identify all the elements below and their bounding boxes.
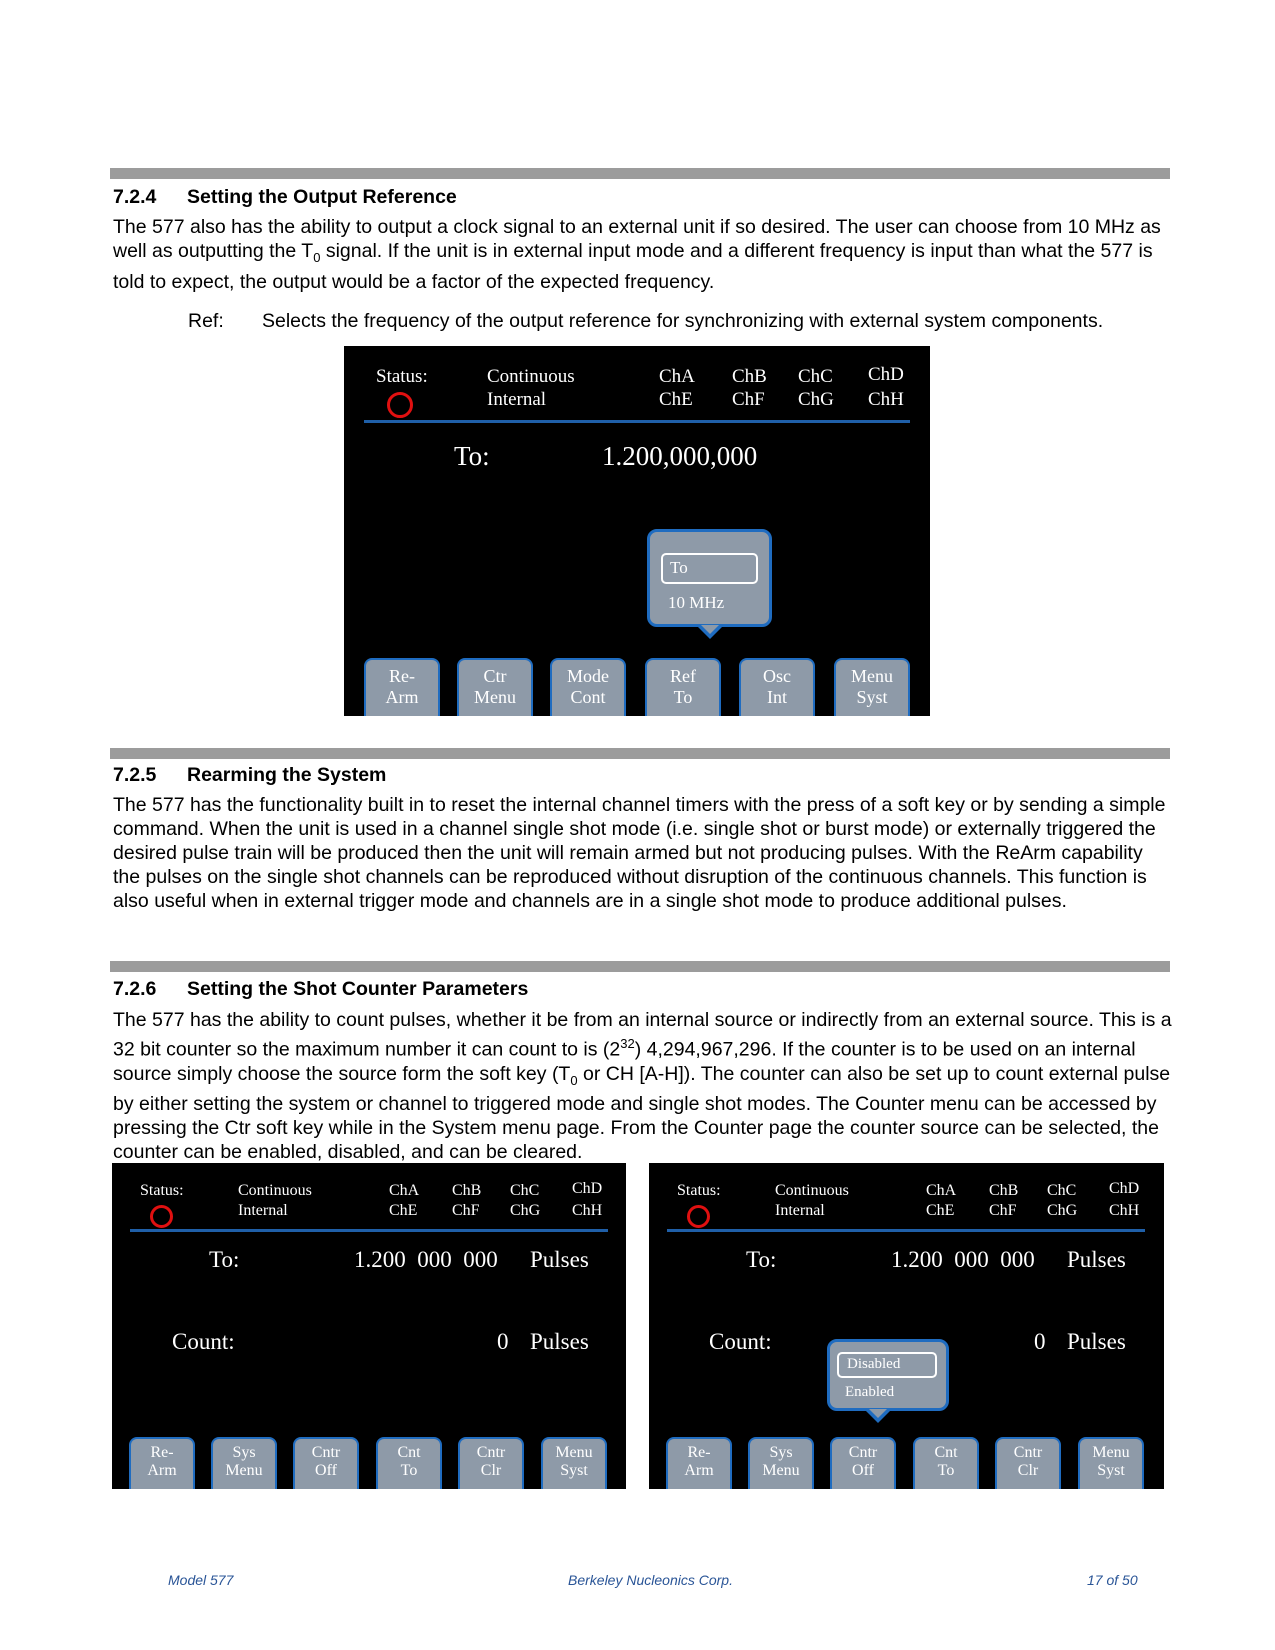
subscript: 0 [570, 1072, 578, 1088]
popup-pointer-fill [701, 625, 719, 634]
mode-line-2: Internal [775, 1202, 825, 1219]
channel-label: ChB [452, 1182, 482, 1199]
t0-value: 1.200,000,000 [602, 441, 758, 471]
softkey-line-1: Re- [687, 1444, 711, 1461]
section-number: 7.2.4 [113, 186, 157, 208]
softkey-line-1: Osc [763, 666, 791, 686]
section-title: Rearming the System [187, 764, 387, 786]
softkey-menu-syst[interactable] [541, 1437, 607, 1489]
softkey-mode-cont[interactable] [550, 658, 626, 716]
softkey-cntr-off[interactable] [293, 1437, 359, 1489]
mode-line-1: Continuous [238, 1182, 312, 1199]
status-label: Status: [376, 366, 428, 387]
body-paragraph: The 577 has the functionality built in to reset the internal channel timers with the press of a soft key or by sending a simple command. When the unit is used in a channel single shot mode (i.e. single shot or burst mode) or externally triggered the desired pulse train will be produced then the unit will remain armed but not producing pulses. With the ReArm capability the pulses on the single shot channels can be reproduced without disruption of the continuous channels. This function is also useful when in external trigger mode and channels are in a single shot mode to produce additional pulses. [113, 794, 1166, 912]
softkey-line-2: To [673, 687, 693, 707]
softkey-line-2: To [937, 1462, 955, 1479]
channel-label: ChG [1047, 1202, 1078, 1219]
channel-label: ChD [868, 364, 904, 385]
section-number: 7.2.5 [113, 764, 157, 786]
softkey-line-2: Int [767, 687, 787, 707]
ref-description [188, 310, 1103, 333]
channel-label: ChF [989, 1202, 1017, 1219]
channel-label: ChB [732, 366, 767, 387]
softkey-line-1: Cntr [848, 1444, 878, 1461]
section-heading-7-2-4 [113, 186, 457, 209]
footer-page-number: 17 of 50 [1087, 1572, 1138, 1588]
count-unit: Pulses [1067, 1329, 1126, 1354]
paragraph-text: ) 4,294,967,296. If the counter is to be used on an internal source simply choose the source form the soft key (T [113, 1038, 1136, 1085]
softkey-line-1: Sys [232, 1444, 256, 1461]
channel-label: ChD [1109, 1180, 1140, 1197]
footer-model: Model 577 [168, 1572, 234, 1588]
status-indicator-icon [150, 1205, 173, 1228]
softkey-line-1: Cnt [397, 1444, 421, 1461]
section-divider [110, 961, 1170, 972]
channel-label: ChE [926, 1202, 955, 1219]
softkey-rearm[interactable] [364, 658, 440, 716]
channel-label: ChF [452, 1202, 480, 1219]
softkey-sys-menu[interactable] [211, 1437, 277, 1489]
section-divider [110, 748, 1170, 759]
softkey-line-1: Re- [150, 1444, 174, 1461]
softkey-line-1: Cntr [476, 1444, 506, 1461]
paragraph-text: The 577 has the ability to count pulses, whether it be from an internal source or indirectly from an external source. This is a 32 bit counter so the maximum number it can count to is (2 [113, 1009, 1172, 1061]
softkey-cntr-clr[interactable] [995, 1437, 1061, 1489]
popup-option[interactable]: Enabled [845, 1384, 895, 1400]
t0-unit: Pulses [530, 1247, 589, 1272]
body-paragraph [113, 1008, 1173, 1164]
status-indicator-icon [387, 392, 413, 418]
device-screen-counter [112, 1163, 626, 1489]
softkey-line-2: Clr [480, 1462, 502, 1479]
count-value: 0 [1034, 1329, 1046, 1354]
footer-company: Berkeley Nucleonics Corp. [568, 1572, 733, 1588]
popup-selected-option[interactable]: To [661, 553, 758, 584]
softkey-line-2: Syst [1097, 1462, 1125, 1479]
section-heading-7-2-5 [113, 764, 386, 787]
channel-label: ChB [989, 1182, 1019, 1199]
popup-pointer-fill [869, 1409, 887, 1418]
softkey-line-2: Menu [762, 1462, 800, 1479]
counter-enable-popup[interactable] [827, 1339, 949, 1411]
softkey-line-2: Syst [560, 1462, 588, 1479]
softkey-line-1: Menu [1092, 1444, 1130, 1461]
header-divider [130, 1229, 608, 1232]
channel-label: ChE [659, 389, 693, 410]
channel-label: ChE [389, 1202, 418, 1219]
channel-label: ChG [798, 389, 834, 410]
softkey-line-2: Cont [570, 687, 606, 707]
paragraph-text: or CH [A-H]). The counter can also be set up to count external pulse by either setting the system or channel to triggered mode and single shot modes. The Counter menu can be accessed by pressing the Ctr soft key while in the System menu page. From the Counter page the counter source can be selected, the counter can be enabled, disabled, and can be cleared. [113, 1062, 1171, 1164]
t0-value: 1.200 000 000 [354, 1247, 498, 1272]
device-screen-counter-enable [649, 1163, 1164, 1489]
softkey-line-2: Clr [1017, 1462, 1039, 1479]
channel-label: ChH [1109, 1202, 1140, 1219]
channel-label: ChA [926, 1182, 957, 1199]
channel-label: ChF [732, 389, 765, 410]
softkey-rearm[interactable] [666, 1437, 732, 1489]
t0-label: To: [454, 441, 490, 471]
count-value: 0 [497, 1329, 509, 1354]
section-heading-7-2-6 [113, 978, 528, 1001]
mode-line-2: Internal [487, 389, 547, 410]
softkey-cntr-off[interactable] [830, 1437, 896, 1489]
device-screen-output-reference [344, 346, 930, 716]
section-divider [110, 168, 1170, 179]
status-label: Status: [140, 1182, 184, 1199]
channel-label: ChH [572, 1202, 603, 1219]
softkey-line-1: Sys [769, 1444, 793, 1461]
softkey-line-2: Arm [147, 1462, 177, 1479]
popup-selected-option[interactable]: Disabled [837, 1352, 937, 1378]
softkey-line-2: To [400, 1462, 418, 1479]
softkey-line-1: Menu [851, 666, 893, 686]
softkey-line-1: Ref [670, 666, 696, 686]
t0-unit: Pulses [1067, 1247, 1126, 1272]
channel-label: ChC [798, 366, 833, 387]
channel-label: ChC [510, 1182, 540, 1199]
softkey-ctr-menu[interactable] [457, 658, 533, 716]
mode-line-1: Continuous [487, 366, 575, 387]
softkey-line-2: Arm [684, 1462, 714, 1479]
softkey-line-2: Menu [474, 687, 516, 707]
softkey-line-1: Re- [389, 666, 415, 686]
ref-label: Ref: [188, 310, 224, 332]
softkey-ref-to[interactable] [645, 658, 721, 716]
paragraph-text: signal. If the unit is in external input mode and a different frequency is input than what the 577 is told to expect, the output would be a factor of the expected frequency. [113, 240, 1153, 293]
channel-label: ChA [659, 366, 695, 387]
channel-label: ChG [510, 1202, 541, 1219]
softkey-sys-menu[interactable] [748, 1437, 814, 1489]
softkey-line-1: Mode [567, 666, 609, 686]
softkey-line-1: Cnt [934, 1444, 958, 1461]
mode-line-2: Internal [238, 1202, 288, 1219]
channel-label: ChH [868, 389, 904, 410]
t0-value: 1.200 000 000 [891, 1247, 1035, 1272]
softkey-line-1: Ctr [483, 666, 507, 686]
count-label: Count: [172, 1329, 235, 1354]
count-unit: Pulses [530, 1329, 589, 1354]
header-divider [364, 420, 910, 423]
channel-label: ChC [1047, 1182, 1077, 1199]
softkey-cnt-to[interactable] [913, 1437, 979, 1489]
body-paragraph [113, 215, 1173, 294]
softkey-line-1: Menu [555, 1444, 593, 1461]
section-title: Setting the Output Reference [187, 186, 457, 208]
ref-text: Selects the frequency of the output reference for synchronizing with external system components. [262, 310, 1104, 332]
count-label: Count: [709, 1329, 772, 1354]
mode-line-1: Continuous [775, 1182, 849, 1199]
softkey-menu-syst[interactable] [834, 658, 910, 716]
t0-label: To: [746, 1247, 777, 1272]
softkey-line-1: Cntr [311, 1444, 341, 1461]
status-indicator-icon [687, 1205, 710, 1228]
softkey-cntr-clr[interactable] [458, 1437, 524, 1489]
header-divider [667, 1229, 1145, 1232]
softkey-menu-syst[interactable] [1078, 1437, 1144, 1489]
softkey-line-2: Arm [385, 687, 419, 707]
ref-popup-menu[interactable] [647, 529, 772, 627]
softkey-line-2: Off [852, 1462, 874, 1479]
status-label: Status: [677, 1182, 721, 1199]
softkey-cnt-to[interactable] [376, 1437, 442, 1489]
softkey-line-1: Cntr [1013, 1444, 1043, 1461]
channel-label: ChA [389, 1182, 420, 1199]
softkey-line-2: Syst [856, 687, 888, 707]
section-number: 7.2.6 [113, 978, 157, 1000]
softkey-rearm[interactable] [129, 1437, 195, 1489]
section-title: Setting the Shot Counter Parameters [187, 978, 529, 1000]
subscript: 0 [313, 249, 321, 265]
t0-label: To: [209, 1247, 240, 1272]
softkey-osc-int[interactable] [739, 658, 815, 716]
paragraph-text: The 577 also has the ability to output a clock signal to an external unit if so desired. The user can choose from 10 MHz as well as outputting the T [113, 216, 1161, 262]
channel-label: ChD [572, 1180, 603, 1197]
superscript: 32 [620, 1036, 635, 1051]
softkey-line-2: Off [315, 1462, 337, 1479]
popup-option[interactable]: 10 MHz [668, 593, 725, 612]
softkey-line-2: Menu [225, 1462, 263, 1479]
